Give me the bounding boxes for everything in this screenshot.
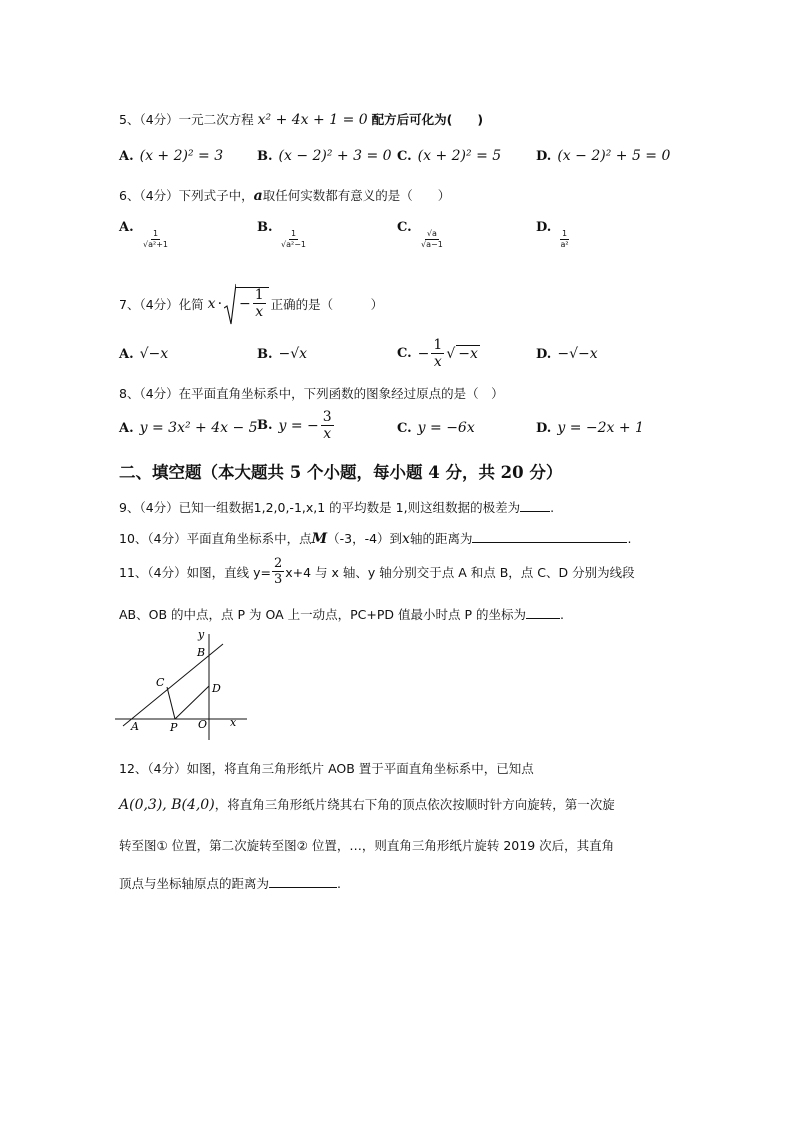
line-ab [123, 644, 223, 726]
segment-pc [167, 687, 175, 719]
q7-radicand [236, 287, 269, 319]
coordinate-figure [115, 628, 255, 744]
q6-option-a [119, 220, 168, 249]
q7-minus: − [239, 295, 251, 312]
option-text: −√−x [557, 346, 598, 362]
option-label: B. [257, 220, 273, 235]
q6-stem-suffix: 取任何实数都有意义的是（ ） [262, 188, 451, 203]
option-fraction [431, 338, 444, 369]
fraction-numerator: 3 [322, 409, 332, 425]
fraction-numerator: 1 [254, 287, 264, 303]
q8-option-a [119, 420, 258, 436]
q6-stem-prefix: 6、（4分）下列式子中， [119, 188, 254, 203]
answer-blank[interactable] [472, 530, 627, 543]
option-label: A. [119, 347, 134, 362]
q11-stem-prefix: 11、（4分）如图，直线 y= [119, 564, 271, 580]
q5-option-c [397, 148, 501, 164]
option-fraction [421, 230, 443, 249]
q6-option-b [257, 220, 306, 249]
q7-option-c [397, 338, 480, 369]
option-label: A. [119, 421, 134, 436]
segment-pd [175, 686, 209, 719]
option-label: D. [536, 421, 552, 436]
q5-stem-suffix: 配方后可化为( ) [371, 112, 484, 127]
q8-option-b [257, 410, 334, 441]
question-7 [119, 282, 383, 326]
q12-line1: 12、（4分）如图，将直角三角形纸片 AOB 置于平面直角坐标系中，已知点 [119, 761, 534, 776]
q12-line4: 顶点与坐标轴原点的距离为 [119, 876, 270, 891]
question-9 [119, 498, 554, 516]
option-label: B. [257, 347, 273, 362]
q10-stem-prefix: 10、（4分）平面直角坐标系中，点 [119, 531, 312, 546]
q5-option-d [536, 148, 670, 164]
q5-option-a [119, 148, 223, 164]
q7-option-a [119, 346, 168, 362]
q12-line3: 转至图① 位置，第二次旋转至图② 位置，…，则直角三角形纸片旋转 2019 次后，其直角 [119, 838, 615, 853]
option-label: D. [536, 347, 552, 362]
option-text: y = −6x [417, 420, 475, 436]
q12-end: . [337, 876, 341, 891]
fraction-numerator: 1 [152, 229, 159, 238]
q7-stem-suffix: 正确的是（ ） [270, 297, 384, 312]
fraction-denominator: x [433, 354, 442, 370]
option-text: y = − [278, 417, 319, 434]
q12-line2-text: ，将直角三角形纸片绕其右下角的顶点依次按顺时针方向旋转，第一次旋 [214, 797, 615, 812]
fraction-numerator: 1 [562, 229, 568, 238]
q7-fraction [253, 288, 266, 319]
fraction-numerator: 2 [273, 556, 283, 571]
q10-point: M [311, 531, 328, 547]
fraction-denominator: √a²−1 [281, 240, 306, 249]
option-label: D. [536, 220, 552, 235]
q9-end: . [550, 500, 555, 515]
question-8 [119, 384, 504, 402]
fraction-denominator: √a−1 [421, 240, 443, 249]
answer-blank[interactable] [526, 606, 560, 619]
label-b: B [197, 646, 206, 659]
option-label: C. [397, 149, 412, 164]
radicand: −x [458, 346, 478, 362]
option-text: y = 3x² + 4x − 5 [139, 420, 258, 436]
q5-equation: x² + 4x + 1 = 0 [257, 112, 368, 128]
option-label: D. [536, 149, 552, 164]
q6-option-c [397, 220, 443, 249]
radical-sign-icon [224, 282, 236, 326]
question-12-line3 [119, 836, 614, 854]
q7-dot: · [217, 296, 223, 312]
q10-coords: （-3，-4）到 [327, 531, 403, 546]
fraction-denominator: 3 [273, 572, 283, 587]
option-label: B. [257, 149, 273, 164]
question-5 [119, 110, 483, 128]
label-a: A [131, 720, 139, 733]
option-label: C. [397, 220, 412, 235]
option-fraction [143, 230, 168, 249]
q7-expr-var: x [207, 296, 216, 312]
option-text: (x + 2)² = 5 [417, 148, 502, 164]
minus-sign: − [417, 345, 430, 362]
question-12-line1 [119, 759, 534, 777]
question-11 [119, 557, 635, 586]
q5-option-b [257, 148, 392, 164]
fraction-denominator: x [323, 426, 332, 442]
fraction-denominator: a² [560, 240, 569, 249]
q5-stem-prefix: 5、（4分）一元二次方程 [119, 112, 254, 127]
q8-option-c [397, 420, 475, 436]
option-text: √−x [139, 346, 169, 362]
q7-option-d [536, 346, 598, 362]
q11-fraction [272, 557, 284, 586]
q12-points: A(0,3), B(4,0) [119, 797, 215, 813]
q11-end: . [559, 607, 564, 622]
label-o: O [198, 718, 208, 731]
q11-stem-suffix: x+4 与 x 轴、y 轴分别交于点 A 和点 B，点 C、D 分别为线段 [285, 564, 635, 580]
label-d: D [212, 682, 221, 695]
option-text: (x + 2)² = 3 [139, 148, 224, 164]
question-6 [119, 186, 450, 204]
option-label: C. [397, 346, 412, 361]
question-12-line4 [119, 874, 341, 892]
q11-line2: AB、OB 的中点，点 P 为 OA 上一动点，PC+PD 值最小时点 P 的坐标为 [119, 607, 526, 622]
label-y: y [198, 628, 205, 641]
label-x: x [230, 716, 237, 729]
option-label: A. [119, 149, 134, 164]
question-10 [119, 529, 631, 547]
q10-axis: x [402, 531, 410, 547]
question-12-line2 [119, 795, 615, 813]
option-text: (x − 2)² + 5 = 0 [557, 148, 671, 164]
q8-option-d [536, 420, 644, 436]
option-text: (x − 2)² + 3 = 0 [278, 148, 392, 164]
label-p: P [170, 721, 178, 734]
option-fraction [321, 410, 334, 441]
q10-stem-suffix: 轴的距离为 [409, 531, 473, 546]
option-text: −√x [278, 346, 308, 362]
option-text: y = −2x + 1 [557, 420, 644, 436]
option-label: A. [119, 220, 134, 235]
fraction-numerator: 1 [290, 229, 297, 238]
answer-blank[interactable] [269, 875, 337, 888]
label-c: C [156, 676, 165, 689]
q6-option-d [536, 220, 569, 249]
fraction-numerator: 1 [433, 337, 443, 353]
q9-stem: 9、（4分）已知一组数据1,2,0,-1,x,1 的平均数是 1,则这组数据的极差为 [119, 500, 521, 515]
option-fraction [560, 230, 569, 249]
option-label: C. [397, 421, 412, 436]
answer-blank[interactable] [520, 499, 550, 512]
fraction-denominator: √a²+1 [143, 240, 168, 249]
q10-end: . [627, 531, 632, 546]
q8-stem: 8、（4分）在平面直角坐标系中，下列函数的图象经过原点的是（ ） [119, 386, 504, 401]
q7-option-b [257, 346, 307, 362]
q6-stem-var: a [253, 188, 263, 204]
section-heading: 二、填空题（本大题共 5 个小题，每小题 4 分，共 20 分） [119, 463, 563, 482]
q7-stem-prefix: 7、（4分）化简 [119, 297, 204, 312]
option-label: B. [257, 418, 273, 433]
fraction-denominator: x [255, 304, 264, 320]
question-11-line2 [119, 605, 564, 623]
radical-sign-icon: √ [446, 345, 456, 362]
option-fraction [281, 230, 306, 249]
fraction-numerator: √a [426, 229, 437, 238]
